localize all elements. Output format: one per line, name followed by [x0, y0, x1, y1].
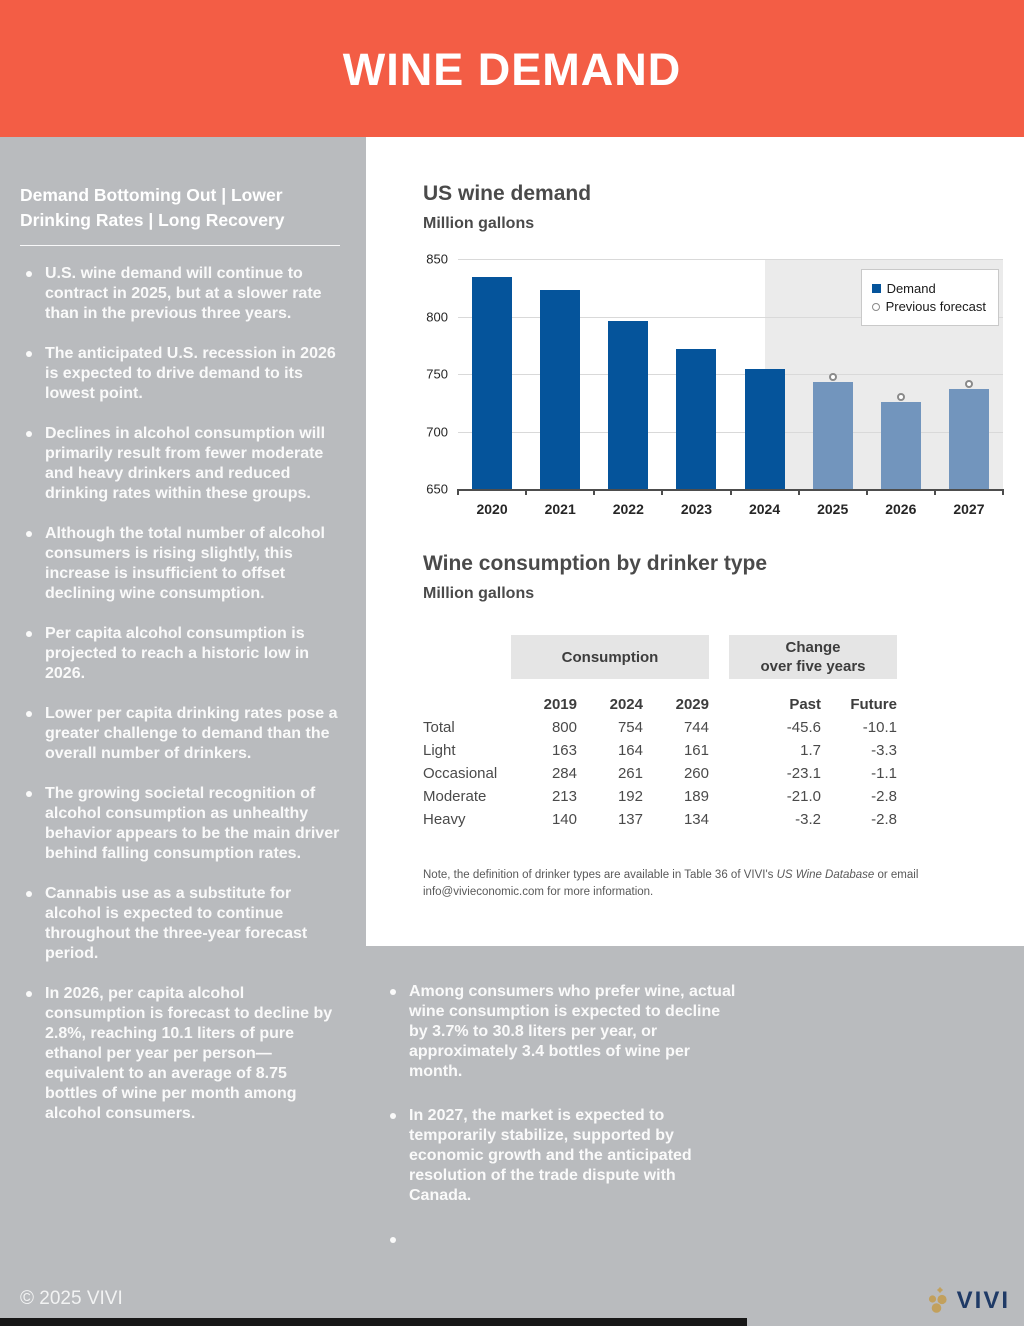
spacer-cell [709, 762, 729, 785]
vivi-logo [923, 1286, 1010, 1316]
chart-legend [861, 269, 999, 326]
cell-value: 161 [683, 742, 709, 759]
spacer-cell [709, 693, 729, 716]
y-axis-tick-label: 850 [426, 251, 448, 267]
sidebar-bullet: U.S. wine demand will continue to contract in 2025, but at a slower rate than in the previous three years. [20, 264, 340, 324]
bottom-bullet [384, 1230, 738, 1240]
sidebar-bullet: Although the total number of alcohol consumers is rising slightly, this increase is insufficient to offset declining wine consumption. [20, 524, 340, 604]
table-row [423, 808, 897, 831]
sidebar-bullet: Declines in alcohol consumption will primarily result from fewer moderate and heavy drinkers and reduced drinking rates within these groups. [20, 424, 340, 504]
gridline [458, 259, 1003, 260]
cell-value: -3.2 [795, 811, 821, 828]
demand-bar-2024 [745, 369, 785, 489]
x-axis-tick [593, 489, 595, 495]
bottom-section [366, 946, 1024, 1326]
col-future: Future [850, 696, 897, 713]
row-label: Occasional [423, 765, 498, 782]
demand-bar-2020 [472, 277, 512, 489]
sidebar-heading: Demand Bottoming Out | Lower Drinking Rates | Long Recovery [20, 185, 285, 230]
sidebar-divider [20, 245, 340, 246]
cell-value: 163 [551, 742, 577, 759]
cell-value: 1.7 [800, 742, 821, 759]
x-axis-tick-label: 2025 [817, 501, 849, 517]
x-axis-tick [1002, 489, 1004, 495]
col-past: Past [789, 696, 821, 713]
cell-value: 213 [551, 788, 577, 805]
sidebar [0, 137, 366, 1326]
sidebar-bullet: The anticipated U.S. recession in 2026 is expected to drive demand to its lowest point. [20, 344, 340, 404]
table-row [423, 762, 897, 785]
cell-value: -2.8 [871, 788, 897, 805]
demand-bar-2026 [881, 402, 921, 489]
grape-cluster-icon [923, 1286, 955, 1316]
previous-forecast-marker-2025 [829, 373, 837, 381]
cell-value: 164 [617, 742, 643, 759]
consumption-group-header: Consumption [511, 635, 709, 679]
table-note [423, 867, 931, 900]
note-text-italic: US Wine Database [776, 869, 875, 881]
x-axis-tick-label: 2026 [885, 501, 917, 517]
demand-bar-2022 [608, 321, 648, 489]
spacer-row [423, 679, 897, 693]
cell-value: -21.0 [786, 788, 821, 805]
page-header [0, 0, 1024, 137]
x-axis-tick [730, 489, 732, 495]
x-axis-tick-label: 2024 [748, 501, 781, 517]
sidebar-bullet: In 2026, per capita alcohol consumption is forecast to decline by 2.8%, reaching 10.1 liters of pure ethanol per year per person—equivalent to an average of 8.75 bottles of wine per month among alcohol consumers. [20, 984, 340, 1124]
cell-value: 192 [617, 788, 643, 805]
spacer-cell [709, 808, 729, 831]
demand-bar-2027 [949, 389, 989, 489]
legend-label: Demand [886, 281, 936, 296]
bottom-bullet: Among consumers who prefer wine, actual wine consumption is expected to decline by 3.7% to 30.8 liters per year, or approximately 3.4 bottles of wine per month. [384, 982, 738, 1082]
sidebar-bullet: Cannabis use as a substitute for alcohol is expected to continue throughout the three-year forecast period. [20, 884, 340, 964]
cell-value: -1.1 [871, 765, 897, 782]
x-axis-tick [934, 489, 936, 495]
bottom-dark-bar [0, 1318, 747, 1326]
legend-item [872, 281, 986, 296]
row-label: Light [423, 742, 456, 759]
chart-units-label: Million gallons [423, 215, 535, 232]
col-2029: 2029 [675, 696, 709, 713]
y-axis-tick-label: 800 [426, 309, 448, 324]
cell-value: 189 [683, 788, 709, 805]
col-2024: 2024 [609, 696, 643, 713]
chart-title: US wine demand [423, 182, 592, 205]
cell-value: 260 [683, 765, 709, 782]
column-header-row [423, 693, 897, 716]
bottom-bullet-list [384, 982, 738, 1264]
sidebar-bullet: The growing societal recognition of alcohol consumption as unhealthy behavior appears to be the main driver behind falling consumption rates. [20, 784, 340, 864]
legend-square-swatch [872, 284, 881, 293]
cell-value: 754 [617, 719, 643, 736]
y-axis-tick-label: 700 [426, 424, 448, 439]
change-header-line2: over five years [760, 658, 866, 675]
table-units-label: Million gallons [423, 585, 535, 602]
x-axis-tick [866, 489, 868, 495]
cell-value: -23.1 [786, 765, 821, 782]
demand-bar-2023 [676, 349, 716, 489]
previous-forecast-marker-2027 [965, 380, 973, 388]
note-text-1: Note, the definition of drinker types are available in Table 36 of VIVI's [423, 869, 777, 881]
spacer-cell [709, 716, 729, 739]
demand-bar-2021 [540, 290, 580, 489]
cell-value: 744 [683, 719, 709, 736]
logo-text: VIVI [956, 1287, 1010, 1314]
y-axis-tick-label: 650 [426, 481, 448, 497]
y-axis-tick-label: 750 [426, 366, 448, 382]
x-axis-tick [525, 489, 527, 495]
chart-plot [426, 251, 1003, 497]
cell-value: -2.8 [871, 811, 897, 828]
x-axis-tick [798, 489, 800, 495]
legend-circle-swatch [872, 303, 880, 311]
group-header-row [423, 635, 897, 679]
spacer-cell [709, 785, 729, 808]
cell-value: 800 [551, 719, 577, 736]
x-axis-labels [458, 501, 1003, 517]
cell-value: 140 [551, 811, 577, 828]
cell-value: 261 [617, 765, 643, 782]
row-label: Heavy [423, 811, 466, 828]
legend-item [872, 299, 986, 314]
consumption-table-body [423, 716, 897, 831]
col-2019: 2019 [543, 696, 577, 713]
x-axis-tick-label: 2023 [680, 501, 713, 517]
legend-label: Previous forecast [885, 299, 986, 314]
table-row [423, 716, 897, 739]
x-axis-tick-label: 2020 [476, 501, 508, 517]
consumption-table [423, 635, 897, 831]
note-text-2: or email info@vivieconomic.com for more information. [423, 869, 919, 898]
x-axis-tick-label: 2021 [544, 501, 576, 517]
x-axis-tick [661, 489, 663, 495]
x-axis-tick [457, 489, 459, 495]
spacer-cell [709, 739, 729, 762]
demand-bar-2025 [813, 382, 853, 489]
main-card [366, 137, 1024, 946]
change-group-header [729, 635, 897, 679]
spacer-cell [423, 635, 511, 679]
copyright-text: © 2025 VIVI [20, 1288, 123, 1309]
spacer-cell [423, 693, 511, 716]
cell-value: -45.6 [786, 719, 821, 736]
sidebar-bullet: Per capita alcohol consumption is projected to reach a historic low in 2026. [20, 624, 340, 684]
page-title: WINE DEMAND [342, 44, 682, 95]
bottom-bullet: In 2027, the market is expected to temporarily stabilize, supported by economic growth and the anticipated resolution of the trade dispute with Canada. [384, 1106, 738, 1206]
row-label: Total [423, 719, 455, 736]
table-row [423, 739, 897, 762]
sidebar-bullet-list [20, 264, 340, 1124]
table-title: Wine consumption by drinker type [423, 552, 768, 575]
cell-value: 137 [617, 811, 643, 828]
cell-value: 284 [551, 765, 577, 782]
cell-value: 134 [683, 811, 709, 828]
cell-value: -3.3 [871, 742, 897, 759]
previous-forecast-marker-2026 [897, 393, 905, 401]
x-axis-tick-label: 2027 [953, 501, 985, 517]
x-axis-tick-label: 2022 [612, 501, 644, 517]
table-row [423, 785, 897, 808]
cell-value: -10.1 [862, 719, 897, 736]
spacer-cell [709, 635, 729, 679]
change-header-line1: Change [785, 639, 841, 656]
row-label: Moderate [423, 788, 487, 805]
sidebar-bullet: Lower per capita drinking rates pose a greater challenge to demand than the overall number of drinkers. [20, 704, 340, 764]
